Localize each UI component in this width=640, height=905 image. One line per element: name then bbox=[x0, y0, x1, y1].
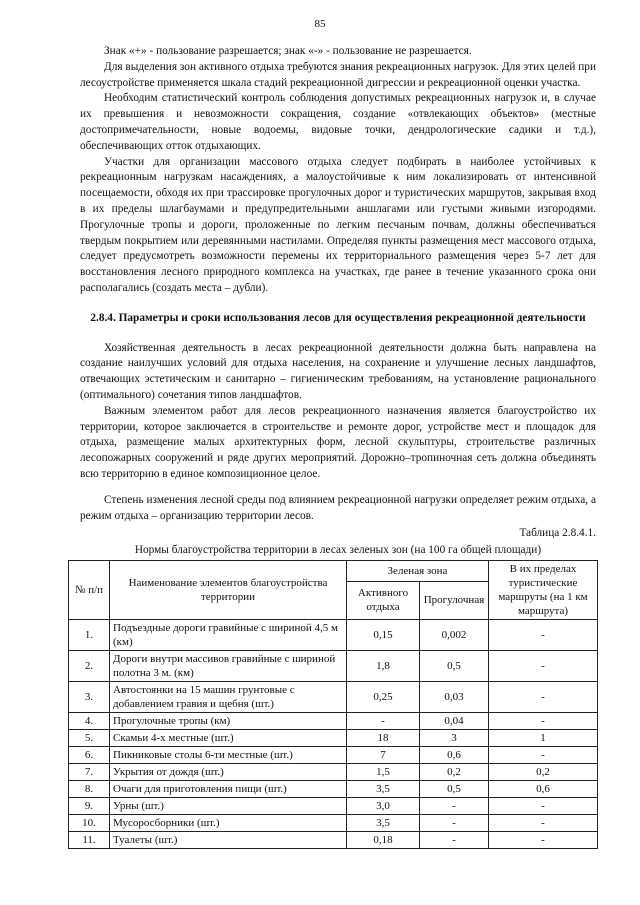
table-row bbox=[69, 712, 598, 729]
table-row bbox=[69, 650, 598, 681]
cell-active: 0,18 bbox=[347, 831, 420, 848]
cell-routes: 1 bbox=[489, 729, 598, 746]
cell-routes: 0,2 bbox=[489, 763, 598, 780]
cell-walking: 0,03 bbox=[420, 681, 489, 712]
table-row bbox=[69, 619, 598, 650]
cell-routes: - bbox=[489, 681, 598, 712]
cell-num: 10. bbox=[69, 814, 110, 831]
cell-routes: - bbox=[489, 831, 598, 848]
cell-active: - bbox=[347, 712, 420, 729]
table-row bbox=[69, 763, 598, 780]
cell-walking: 0,5 bbox=[420, 780, 489, 797]
cell-active: 1,8 bbox=[347, 650, 420, 681]
cell-routes: - bbox=[489, 797, 598, 814]
cell-walking: 0,5 bbox=[420, 650, 489, 681]
cell-name: Туалеты (шт.) bbox=[110, 831, 347, 848]
cell-walking: 0,2 bbox=[420, 763, 489, 780]
cell-routes: - bbox=[489, 746, 598, 763]
cell-active: 0,25 bbox=[347, 681, 420, 712]
section-heading: 2.8.4. Параметры и сроки использования лесов для осуществления рекреационной деятельности bbox=[90, 311, 586, 324]
paragraph: Знак «+» - пользование разрешается; знак «-» - пользование не разрешается. bbox=[104, 45, 472, 57]
cell-walking: - bbox=[420, 797, 489, 814]
table-title: Нормы благоустройства территории в лесах зеленых зон (на 100 га общей площади) bbox=[134, 544, 542, 557]
cell-walking: - bbox=[420, 831, 489, 848]
cell-name: Очаги для приготовления пищи (шт.) bbox=[110, 780, 347, 797]
cell-walking: 0,6 bbox=[420, 746, 489, 763]
paragraph: Необходим статистический контроль соблюдения допустимых рекреационных нагрузок и, в случае их превышения и невозможности сокращения, создание «отвлекающих объектов» (местные достопримечательности, новые водоемы, видовые точки, дендрологические садики и т.д.), обеспечивающих отток отдыхающих. bbox=[80, 92, 596, 152]
cell-num: 9. bbox=[69, 797, 110, 814]
cell-walking: - bbox=[420, 814, 489, 831]
cell-routes: - bbox=[489, 619, 598, 650]
cell-name: Дороги внутри массивов гравийные с шириной полотна 3 м. (км) bbox=[110, 650, 347, 681]
cell-num: 4. bbox=[69, 712, 110, 729]
cell-active: 1,5 bbox=[347, 763, 420, 780]
cell-num: 1. bbox=[69, 619, 110, 650]
cell-active: 3,0 bbox=[347, 797, 420, 814]
table-row bbox=[69, 729, 598, 746]
cell-active: 3,5 bbox=[347, 780, 420, 797]
paragraph: Хозяйственная деятельность в лесах рекреационной деятельности должна быть направлена на создание наилучших условий для отдыха населения, на сохранение и улучшение лесных ландшафтов, отвечающих эстетическим и санитарно – гигиеническим требованиям, на установление рационального (оптимального) сочетания типов ландшафтов. bbox=[80, 341, 596, 401]
table-label: Таблица 2.8.4.1. bbox=[519, 527, 596, 540]
header-walking: Прогулочная bbox=[420, 581, 489, 619]
cell-active: 18 bbox=[347, 729, 420, 746]
header-num: № п/п bbox=[69, 560, 110, 619]
cell-routes: - bbox=[489, 650, 598, 681]
cell-num: 2. bbox=[69, 650, 110, 681]
cell-walking: 0,04 bbox=[420, 712, 489, 729]
header-routes: В их пределах туристические маршруты (на 1 км маршрута) bbox=[489, 560, 598, 619]
page-number: 85 bbox=[314, 18, 326, 30]
paragraph: Важным элементом работ для лесов рекреационного назначения является благоустройство их территории, которое заключается в строительстве и ремонте дорог, устройстве мест и площадок для отдыха, размещение малых архитектурных форм, лесной скульптуры, строительстве различных лесопожарных сооружений и ряде других мероприятий. Дорожно–тропиночная сеть должна объединять всю территорию в единое композиционное целое. bbox=[80, 404, 596, 480]
cell-name: Укрытия от дождя (шт.) bbox=[110, 763, 347, 780]
table-row bbox=[69, 746, 598, 763]
cell-name: Прогулочные тропы (км) bbox=[110, 712, 347, 729]
table-row bbox=[69, 831, 598, 848]
cell-num: 11. bbox=[69, 831, 110, 848]
cell-active: 0,15 bbox=[347, 619, 420, 650]
cell-num: 3. bbox=[69, 681, 110, 712]
paragraph: Степень изменения лесной среды под влиянием рекреационной нагрузки определяет режим отдыха, а режим отдыха – организацию территории лесов. bbox=[80, 493, 596, 522]
cell-name: Подъездные дороги гравийные с шириной 4,5 м (км) bbox=[110, 619, 347, 650]
cell-routes: - bbox=[489, 814, 598, 831]
cell-num: 7. bbox=[69, 763, 110, 780]
cell-routes: - bbox=[489, 712, 598, 729]
cell-name: Мусоросборники (шт.) bbox=[110, 814, 347, 831]
table-row bbox=[69, 797, 598, 814]
table-row bbox=[69, 814, 598, 831]
cell-num: 6. bbox=[69, 746, 110, 763]
cell-name: Скамьи 4-х местные (шт.) bbox=[110, 729, 347, 746]
cell-num: 8. bbox=[69, 780, 110, 797]
cell-num: 5. bbox=[69, 729, 110, 746]
cell-routes: 0,6 bbox=[489, 780, 598, 797]
cell-walking: 0,002 bbox=[420, 619, 489, 650]
cell-active: 7 bbox=[347, 746, 420, 763]
cell-name: Пикниковые столы 6-ти местные (шт.) bbox=[110, 746, 347, 763]
header-active: Активного отдыха bbox=[347, 581, 420, 619]
cell-walking: 3 bbox=[420, 729, 489, 746]
header-green-zone: Зеленая зона bbox=[347, 560, 489, 581]
page-content bbox=[74, 44, 596, 849]
paragraph: Участки для организации массового отдыха следует подбирать в наиболее устойчивых к рекреационным нагрузкам насаждениях, а малоустойчивые к ним локализировать от интенсивной посещаемости, обходя их при трассировке прогулочных дорог и туристических маршрутов, закрывая вход в их пределы шлагбаумами и предупредительными аншлагами или густыми живыми изгородями. Прогулочные тропы и дороги, проложенные по легким песчаным почвам, должны обеспечиваться твердым покрытием или деревянными настилами. Определяя пункты размещения мест массового отдыха, следует предусмотреть возможности перемены их территориального размещения через 5-7 лет для восстановления лесного природного комплекса на участках, где ранее в течение указанного срока они располагались (создать места – дубли). bbox=[80, 155, 596, 294]
table-row bbox=[69, 681, 598, 712]
header-name: Наименование элементов благоустройства территории bbox=[110, 560, 347, 619]
cell-active: 3,5 bbox=[347, 814, 420, 831]
norms-table bbox=[68, 560, 598, 849]
paragraph: Для выделения зон активного отдыха требуются знания рекреационных нагрузок. Для этих целей при лесоустройстве применяется шкала стадий рекреационной дигрессии и рекреационной оценки участка. bbox=[80, 60, 596, 89]
cell-name: Автостоянки на 15 машин грунтовые с добавлением гравия и щебня (шт.) bbox=[110, 681, 347, 712]
table-row bbox=[69, 780, 598, 797]
cell-name: Урны (шт.) bbox=[110, 797, 347, 814]
